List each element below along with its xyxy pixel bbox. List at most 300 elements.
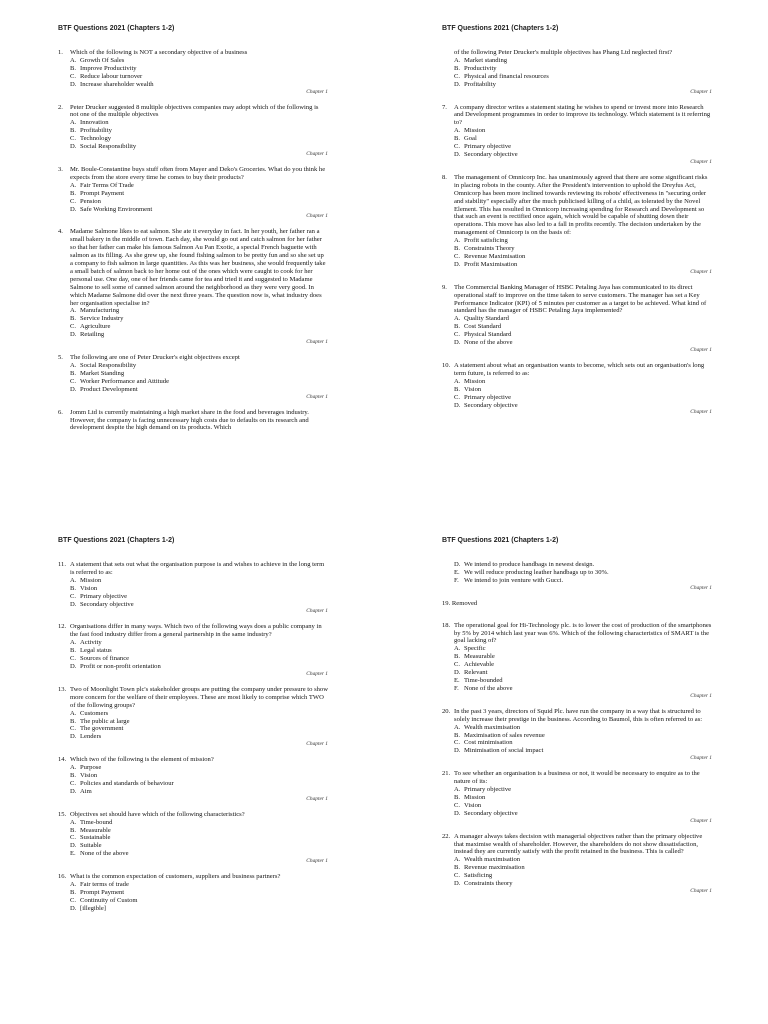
option-letter: B. <box>454 323 461 331</box>
option-letter: D. <box>454 339 461 347</box>
option-text: Innovation <box>80 119 109 127</box>
option-letter: A. <box>454 237 461 245</box>
question-block <box>58 409 328 433</box>
option-text: Profitability <box>464 80 496 88</box>
answer-option <box>454 864 712 872</box>
option-text: Revenue Maximisation <box>464 252 526 260</box>
answer-option <box>454 739 712 747</box>
option-text: Retailing <box>80 331 105 339</box>
answer-option <box>454 685 712 693</box>
option-letter: C. <box>70 197 77 205</box>
option-text: Productivity <box>464 64 497 72</box>
option-letter: D. <box>454 260 461 268</box>
answer-option <box>454 261 712 269</box>
option-text: Service Industry <box>80 315 124 323</box>
question-text: Which two of the following is the element of mission? <box>70 756 214 764</box>
top-left-column <box>58 24 328 432</box>
question-text: The following are one of Peter Drucker's eight objectives except <box>70 354 240 362</box>
option-letter: A. <box>454 377 461 385</box>
option-text: None of the above <box>464 339 513 347</box>
option-letter: A. <box>70 764 77 772</box>
answer-options <box>442 315 712 347</box>
answer-option <box>454 561 712 569</box>
question-block <box>442 104 712 159</box>
option-text: Improve Productivity <box>80 64 137 72</box>
question-stem <box>442 833 712 857</box>
option-letter: C. <box>70 725 77 733</box>
option-text: Agriculture <box>80 323 111 331</box>
chapter-tag: Chapter 1 <box>690 755 712 762</box>
option-letter: A. <box>454 56 461 64</box>
answer-option <box>454 653 712 661</box>
option-letter: D. <box>70 842 77 850</box>
option-text: Profit Maximisation <box>464 260 518 268</box>
option-letter: A. <box>70 639 77 647</box>
option-letter: D. <box>70 733 77 741</box>
option-text: Vision <box>80 584 98 592</box>
option-text: Profit or non-profit orientation <box>80 662 161 670</box>
option-letter: A. <box>70 181 77 189</box>
option-text: Wealth maximisation <box>464 723 521 731</box>
option-letter: B. <box>70 64 77 72</box>
question-stem <box>58 623 328 639</box>
answer-option <box>70 663 328 671</box>
chapter-tag: Chapter 1 <box>690 158 712 165</box>
option-text: Primary objective <box>80 592 128 600</box>
option-letter: C. <box>454 72 461 80</box>
question-text: The management of Omnicorp Inc. has unanimously agreed that there are some significant risks in placing robots in the county. After the President's intervention to uphold the Dreyfus Act, Omnicorp has been more inclined towards reviewing its robots' effectiveness in "securing order and stability" especially after the much publicised killing of a child, as tolerated by the Novel Element. This has resulted in Omnicorp increasing spending for Research and Development so that such an event is rectified once again, which would be capable of shutting down their operations. This move has also led to a fall in profits recently. The decision undertaken by the management of Omnicorp is on the basis of: <box>454 173 708 237</box>
answer-option <box>454 577 712 585</box>
option-letter: C. <box>70 779 77 787</box>
option-letter: C. <box>454 872 461 880</box>
question-text: What is the common expectation of customers, suppliers and business partners? <box>70 873 281 881</box>
option-letter: E. <box>454 676 460 684</box>
option-text: Prompt Payment <box>80 889 125 896</box>
question-block <box>58 623 328 670</box>
question-stem <box>442 284 712 316</box>
option-letter: C. <box>70 323 77 331</box>
answer-option <box>70 788 328 796</box>
question-stem <box>58 686 328 710</box>
option-text: Measurable <box>464 653 495 661</box>
chapter-tag: Chapter 1 <box>690 88 712 95</box>
removed-question: 19. Removed <box>442 599 478 607</box>
option-letter: C. <box>454 661 461 669</box>
question-block <box>442 770 712 817</box>
answer-option <box>70 889 328 897</box>
answer-option <box>70 135 328 143</box>
chapter-tag: Chapter 1 <box>306 150 328 157</box>
option-text: Constraints Theory <box>464 245 515 253</box>
answer-options <box>442 57 712 89</box>
option-text: Measurable <box>80 826 111 834</box>
option-text: Revenue maximisation <box>464 864 525 872</box>
question-stem <box>58 354 328 362</box>
option-letter: B. <box>454 385 461 393</box>
option-text: Secondary objective <box>80 600 134 608</box>
option-letter: E. <box>454 568 460 576</box>
question-text: Organisations differ in many ways. Which two of the following ways does a public company in the fast food industry differ from a general partnership in the same industry? <box>70 623 322 639</box>
bottom-left-column <box>58 536 328 913</box>
answer-option <box>70 639 328 647</box>
option-letter: B. <box>454 731 461 739</box>
question-stem <box>442 708 712 724</box>
question-number: 20. <box>442 707 451 715</box>
option-text: Secondary objective <box>464 150 518 158</box>
option-letter: A. <box>454 723 461 731</box>
answer-option <box>70 780 328 788</box>
answer-option <box>454 73 712 81</box>
option-letter: D. <box>70 80 77 88</box>
answer-option <box>70 725 328 733</box>
answer-options <box>58 764 328 796</box>
answer-option <box>454 786 712 794</box>
option-letter: A. <box>70 362 77 369</box>
chapter-tag: Chapter 1 <box>306 339 328 346</box>
answer-option <box>70 198 328 206</box>
answer-option <box>454 315 712 323</box>
answer-options <box>58 182 328 214</box>
answer-option <box>70 307 328 315</box>
answer-option <box>70 764 328 772</box>
question-number: 2. <box>58 103 63 111</box>
option-text: Physical Standard <box>464 331 512 339</box>
option-text: Specific <box>464 645 486 653</box>
answer-option <box>70 362 328 370</box>
question-stem <box>58 166 328 182</box>
question-block <box>442 833 712 888</box>
answer-option <box>454 253 712 261</box>
option-letter: B. <box>70 889 77 896</box>
option-text: Vision <box>464 801 482 809</box>
answer-options <box>58 119 328 151</box>
answer-option <box>70 378 328 386</box>
question-stem <box>58 228 328 307</box>
option-letter: D. <box>454 809 461 817</box>
option-letter: A. <box>454 645 461 653</box>
answer-option <box>454 856 712 864</box>
chapter-tag: Chapter 1 <box>306 213 328 220</box>
question-block <box>58 811 328 858</box>
question-number: 3. <box>58 165 63 173</box>
option-letter: D. <box>70 143 77 151</box>
answer-option <box>70 81 328 89</box>
answer-option <box>454 810 712 818</box>
top-right-column <box>442 24 712 424</box>
option-letter: B. <box>454 793 461 801</box>
answer-option <box>70 206 328 214</box>
answer-options <box>442 378 712 410</box>
option-text: Mission <box>464 793 486 801</box>
question-text: Two of Moonlight Town plc's stakeholder groups are putting the company under pressure to show more concern for the welfare of their employees. These are most likely to comprise which TWO of the following groups? <box>70 685 328 709</box>
question-text: Jomm Ltd is currently maintaining a high market share in the food and beverages industry. However, the company is facing unnecessary high costs due to defaults on its research and development despite the high demand on its products. Which <box>70 408 309 432</box>
question-stem <box>442 770 712 786</box>
bottom-page <box>0 512 768 1024</box>
page-header: BTF Questions 2021 (Chapters 1-2) <box>442 25 559 32</box>
option-letter: B. <box>70 315 77 323</box>
question-stem <box>58 104 328 120</box>
question-number: 9. <box>442 283 447 291</box>
option-text: Satisficing <box>464 872 493 880</box>
option-text: Secondary objective <box>464 809 518 817</box>
answer-options <box>58 639 328 671</box>
option-letter: A. <box>454 856 461 864</box>
answer-option <box>70 718 328 726</box>
answer-option <box>70 65 328 73</box>
option-letter: B. <box>70 647 77 655</box>
answer-options <box>442 724 712 756</box>
answer-option <box>70 127 328 135</box>
answer-option <box>70 850 328 858</box>
answer-option <box>454 81 712 89</box>
answer-option <box>454 880 712 888</box>
option-letter: B. <box>454 245 461 253</box>
answer-option <box>70 73 328 81</box>
option-text: Technology <box>80 135 112 143</box>
option-text: Manufacturing <box>80 307 120 315</box>
option-text: Purpose <box>80 764 102 772</box>
option-letter: D. <box>70 331 77 339</box>
option-letter: D. <box>454 669 461 677</box>
chapter-tag: Chapter 1 <box>306 670 328 677</box>
option-letter: B. <box>70 189 77 197</box>
question-number: 15. <box>58 810 67 818</box>
option-letter: B. <box>70 127 77 135</box>
option-letter: B. <box>454 135 461 143</box>
answer-option <box>70 733 328 741</box>
question-block <box>442 708 712 755</box>
answer-option <box>70 370 328 378</box>
option-text: Constraints theory <box>464 880 513 888</box>
option-letter: B. <box>454 653 461 661</box>
option-letter: C. <box>70 377 77 385</box>
question-stem <box>58 561 328 577</box>
answer-options <box>58 577 328 609</box>
option-letter: A. <box>70 307 77 315</box>
question-number: 14. <box>58 756 67 764</box>
answer-options <box>58 362 328 394</box>
question-number: 11. <box>58 561 66 568</box>
option-letter: B. <box>70 772 77 780</box>
option-letter: A. <box>454 127 461 135</box>
option-letter: B. <box>70 369 77 377</box>
page-header: BTF Questions 2021 (Chapters 1-2) <box>58 537 175 544</box>
question-number: 7. <box>442 103 447 111</box>
question-block <box>58 104 328 151</box>
option-text: Customers <box>80 709 109 717</box>
answer-option <box>70 601 328 609</box>
chapter-tag: Chapter 1 <box>690 584 712 591</box>
option-letter: D. <box>454 561 461 568</box>
answer-option <box>70 897 328 905</box>
option-text: Profitability <box>80 127 112 135</box>
answer-option <box>70 57 328 65</box>
question-number: 10. <box>442 362 451 369</box>
answer-option <box>454 645 712 653</box>
option-text: Time-bounded <box>464 676 503 684</box>
chapter-tag: Chapter 1 <box>306 795 328 802</box>
answer-option <box>454 677 712 685</box>
chapter-tag: Chapter 1 <box>306 608 328 615</box>
answer-option <box>454 732 712 740</box>
option-letter: D. <box>70 904 77 912</box>
answer-option <box>454 747 712 755</box>
option-letter: B. <box>70 717 77 725</box>
option-text: None of the above <box>80 850 129 858</box>
question-text: Objectives set should have which of the following characteristics? <box>70 810 245 818</box>
question-text: A manager always takes decision with managerial objectives rather than the primary objective that maximise wealth of shareholder. However, the shareholders do not show dissatisfaction, instead they are currently satisfy with the profit retained in the business. This is called? <box>454 832 703 856</box>
answer-option <box>454 794 712 802</box>
answer-option <box>454 331 712 339</box>
answer-option <box>70 710 328 718</box>
question-stem <box>58 409 328 433</box>
option-text: Wealth maximisation <box>464 856 521 864</box>
answer-option <box>454 724 712 732</box>
question-block <box>442 174 712 269</box>
option-text: Continuity of Custom <box>80 896 138 904</box>
option-text: Social Responsibility <box>80 143 137 151</box>
option-letter: D. <box>454 150 461 158</box>
option-letter: B. <box>70 826 77 834</box>
option-text: Vision <box>80 772 98 780</box>
page-header: BTF Questions 2021 (Chapters 1-2) <box>58 25 175 32</box>
answer-option <box>70 119 328 127</box>
option-letter: C. <box>454 801 461 809</box>
answer-option <box>70 190 328 198</box>
option-text: Secondary objective <box>464 401 518 409</box>
chapter-tag: Chapter 1 <box>690 888 712 894</box>
chapter-tag: Chapter 1 <box>690 268 712 275</box>
answer-option <box>454 135 712 143</box>
option-text: Physical and financial resources <box>464 72 549 80</box>
answer-options <box>442 786 712 818</box>
answer-option <box>70 386 328 394</box>
question-block <box>58 561 328 608</box>
option-letter: A. <box>70 709 77 717</box>
question-text: A statement about what an organisation wants to become, which sets out an organisation's long term future, is referred to as: <box>454 362 705 377</box>
answer-option <box>454 669 712 677</box>
option-text: Goal <box>464 135 477 143</box>
answer-option <box>454 237 712 245</box>
option-text: Vision <box>464 385 482 393</box>
answer-option <box>454 402 712 410</box>
option-text: Sustainable <box>80 834 111 842</box>
option-text: Lenders <box>80 733 102 741</box>
option-text: Mission <box>80 576 102 584</box>
question-number: 1. <box>58 49 63 56</box>
option-text: The public at large <box>80 717 130 725</box>
option-letter: A. <box>70 818 77 826</box>
answer-option <box>70 315 328 323</box>
question-text: To see whether an organisation is a business or not, it would be necessary to enquire as to the nature of its: <box>454 770 700 786</box>
answer-option <box>70 905 328 913</box>
option-text: None of the above <box>464 684 513 692</box>
chapter-tag: Chapter 1 <box>306 88 328 95</box>
option-letter: D. <box>454 880 461 888</box>
option-text: [illegible] <box>80 904 106 912</box>
question-number: 6. <box>58 408 63 416</box>
option-letter: C. <box>70 655 77 663</box>
answer-options <box>58 710 328 742</box>
answer-option <box>70 834 328 842</box>
option-letter: D. <box>70 385 77 393</box>
question-number: 4. <box>58 228 63 236</box>
answer-option <box>454 386 712 394</box>
question-stem <box>58 756 328 764</box>
option-text: Mission <box>464 127 486 135</box>
answer-options <box>442 561 712 585</box>
option-letter: E. <box>70 850 76 858</box>
option-letter: C. <box>70 135 77 143</box>
answer-option <box>70 182 328 190</box>
option-text: Primary objective <box>464 786 512 794</box>
option-text: We intend to produce handbags in newest design. <box>464 561 595 568</box>
bottom-right-column <box>442 536 712 903</box>
option-text: Achievable <box>464 661 495 669</box>
question-block <box>442 362 712 409</box>
option-text: Worker Performance and Attitude <box>80 377 170 385</box>
option-letter: D. <box>70 662 77 670</box>
answer-option <box>454 143 712 151</box>
option-text: Minimisation of social impact <box>464 747 544 755</box>
option-text: Mission <box>464 377 486 385</box>
option-text: Market standing <box>464 56 508 64</box>
option-text: Social Responsibility <box>80 362 137 369</box>
question-block <box>58 756 328 796</box>
option-text: Relevant <box>464 669 488 677</box>
option-text: Suitable <box>80 842 102 850</box>
question-stem <box>442 362 712 378</box>
option-text: Reduce labour turnover <box>80 72 143 80</box>
question-text: Mr. Boule-Constantine buys stuff often from Mayer and Deko's Groceries. What do you think he expects from the store every time he comes to buy their products? <box>70 165 326 181</box>
chapter-tag: Chapter 1 <box>690 817 712 824</box>
option-text: Aim <box>80 787 92 795</box>
option-text: Pension <box>80 197 101 205</box>
answer-option <box>70 819 328 827</box>
option-letter: C. <box>454 143 461 151</box>
option-text: Market Standing <box>80 369 125 377</box>
option-text: Cost minimisation <box>464 739 513 747</box>
option-letter: A. <box>70 119 77 127</box>
question-number: 22. <box>442 832 451 840</box>
answer-options <box>58 819 328 859</box>
answer-option <box>70 655 328 663</box>
question-number: 13. <box>58 685 67 693</box>
chapter-tag: Chapter 1 <box>306 393 328 400</box>
option-text: We intend to join venture with Gucci. <box>464 576 564 584</box>
question-block <box>58 166 328 213</box>
answer-option <box>454 872 712 880</box>
question-block <box>58 49 328 89</box>
answer-options <box>58 57 328 89</box>
question-stem <box>442 622 712 646</box>
option-letter: D. <box>454 80 461 88</box>
chapter-tag: Chapter 1 <box>690 347 712 353</box>
option-letter: D. <box>70 205 77 213</box>
answer-option <box>454 151 712 159</box>
answer-option <box>70 593 328 601</box>
option-letter: F. <box>454 684 459 692</box>
question-number: 12. <box>58 623 67 631</box>
chapter-tag: Chapter 1 <box>690 692 712 699</box>
question-stem <box>58 811 328 819</box>
answer-options <box>442 127 712 159</box>
option-text: Increase shareholder wealth <box>80 80 154 88</box>
question-text: The operational goal for Hi-Technology plc. is to lower the cost of production of the smartphones by 5% by 2014 which last year was 6%. Which of the following characteristics of SMART is the goal lacking of? <box>454 621 712 645</box>
question-text: Which of the following is NOT a secondary objective of a business <box>70 49 248 56</box>
question-text: In the past 3 years, directors of Squid Plc. have run the company in a way that is structured to solely increase their prestige in the business. According to Baumol, this is often referred to as: <box>454 707 703 723</box>
option-letter: D. <box>70 787 77 795</box>
